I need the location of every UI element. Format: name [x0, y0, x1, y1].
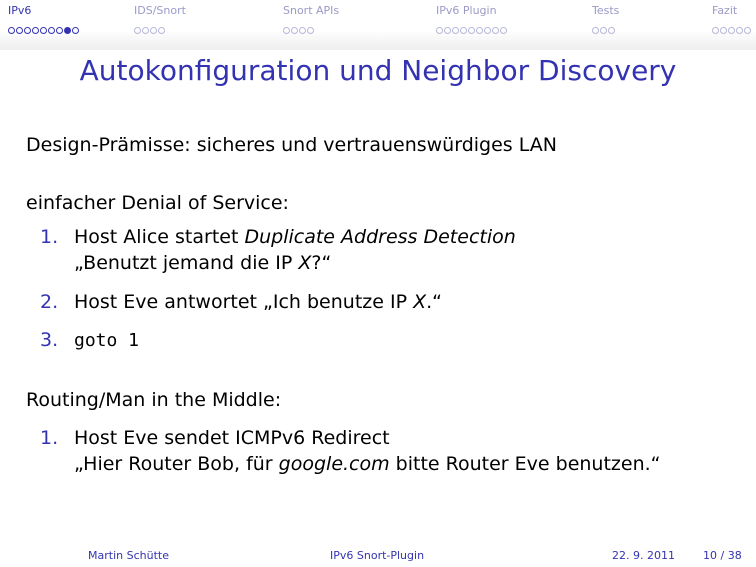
nav-dots-ipv6[interactable]: [8, 19, 80, 29]
list-item: 1. Host Alice startet Duplicate Address Detection: [40, 226, 516, 248]
nav-section-snort-apis[interactable]: Snort APIs: [283, 4, 340, 17]
nav-section-fazit[interactable]: Fazit: [712, 4, 738, 17]
nav-frame-dot[interactable]: [476, 27, 483, 34]
footer-talk-title: IPv6 Snort-Plugin: [330, 549, 425, 562]
dos-heading: einfacher Denial of Service:: [26, 192, 289, 214]
footer-date: 22. 9. 2011: [612, 549, 675, 562]
footer: [0, 546, 756, 564]
nav-frame-dot[interactable]: [452, 27, 459, 34]
code-snippet: goto 1: [74, 330, 140, 351]
nav-frame-dot[interactable]: [608, 27, 615, 34]
nav-frame-dot[interactable]: [32, 27, 39, 34]
item-number: 1.: [40, 427, 59, 449]
nav-dots-ipv6-plugin[interactable]: [436, 19, 508, 29]
nav-frame-dot[interactable]: [40, 27, 47, 34]
list-item-continuation: „Hier Router Bob, für google.com bitte Router Eve benutzen.“: [74, 453, 661, 475]
nav-dots-ids-snort[interactable]: [134, 19, 166, 29]
nav-section-tests[interactable]: Tests: [592, 4, 620, 17]
nav-frame-dot[interactable]: [744, 27, 751, 34]
premise-text: Design-Prämisse: sicheres und vertrauenswürdiges LAN: [26, 134, 557, 156]
nav-frame-dot[interactable]: [72, 27, 79, 34]
nav-frame-dot[interactable]: [500, 27, 507, 34]
nav-frame-dot[interactable]: [600, 27, 607, 34]
nav-frame-dot[interactable]: [468, 27, 475, 34]
nav-frame-dot[interactable]: [142, 27, 149, 34]
nav-frame-dot[interactable]: [299, 27, 306, 34]
list-item: 1. Host Eve sendet ICMPv6 Redirect: [40, 427, 390, 449]
nav-frame-dot[interactable]: [728, 27, 735, 34]
nav-frame-dot[interactable]: [484, 27, 491, 34]
nav-frame-dot[interactable]: [150, 27, 157, 34]
nav-dots-tests[interactable]: [592, 19, 616, 29]
list-item-continuation: „Benutzt jemand die IP X?“: [74, 252, 332, 274]
navigation-bar: [0, 0, 756, 50]
nav-frame-dot[interactable]: [24, 27, 31, 34]
item-number: 2.: [40, 291, 59, 313]
nav-frame-dot[interactable]: [158, 27, 165, 34]
nav-frame-dot[interactable]: [48, 27, 55, 34]
nav-frame-dot[interactable]: [712, 27, 719, 34]
item-number: 1.: [40, 226, 59, 248]
nav-frame-dot[interactable]: [720, 27, 727, 34]
nav-frame-dot[interactable]: [592, 27, 599, 34]
nav-frame-dot[interactable]: [460, 27, 467, 34]
nav-frame-dot[interactable]: [736, 27, 743, 34]
item-number: 3.: [40, 329, 59, 351]
nav-frame-dot[interactable]: [307, 27, 314, 34]
nav-frame-dot[interactable]: [16, 27, 23, 34]
nav-frame-dot[interactable]: [436, 27, 443, 34]
nav-frame-dot[interactable]: [283, 27, 290, 34]
nav-frame-dot[interactable]: [134, 27, 141, 34]
footer-page-number: 10 / 38: [703, 549, 742, 562]
nav-frame-dot[interactable]: [492, 27, 499, 34]
nav-section-ipv6[interactable]: IPv6: [8, 4, 32, 17]
footer-author: Martin Schütte: [88, 549, 169, 562]
slide-title: Autokonfiguration und Neighbor Discovery: [79, 54, 677, 87]
nav-dots-fazit[interactable]: [712, 19, 752, 29]
nav-section-ipv6-plugin[interactable]: IPv6 Plugin: [436, 4, 497, 17]
nav-frame-dot[interactable]: [56, 27, 63, 34]
nav-frame-dot[interactable]: [8, 27, 15, 34]
list-item: 2. Host Eve antwortet „Ich benutze IP X.“: [40, 291, 442, 313]
mitm-heading: Routing/Man in the Middle:: [26, 389, 282, 411]
nav-frame-dot[interactable]: [64, 27, 71, 34]
nav-frame-dot[interactable]: [291, 27, 298, 34]
nav-section-ids-snort[interactable]: IDS/Snort: [134, 4, 186, 17]
nav-frame-dot[interactable]: [444, 27, 451, 34]
list-item: [40, 327, 139, 354]
nav-dots-snort-apis[interactable]: [283, 19, 315, 29]
